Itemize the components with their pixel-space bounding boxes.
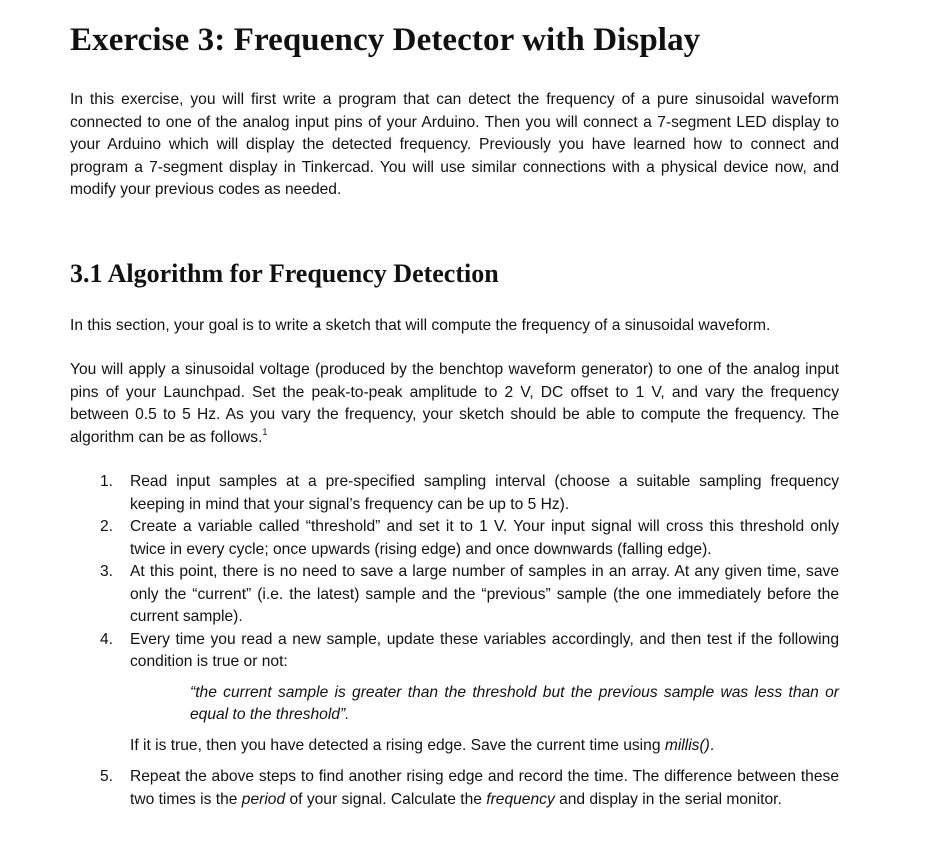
list-item xyxy=(100,561,839,629)
step-text: Every time you read a new sample, update these variables accordingly, and then test if the following condition is true or not: xyxy=(130,630,839,670)
step-text: At this point, there is no need to save a large number of samples in an array. At any given time, save only the “current” (i.e. the latest) sample and the “previous” sample (the one immediately before the current sample). xyxy=(130,563,839,625)
millis-function: millis() xyxy=(664,736,710,754)
list-item xyxy=(100,471,839,516)
list-item xyxy=(100,766,839,811)
goal-paragraph: In this section, your goal is to write a sketch that will compute the frequency of a sinusoidal waveform. xyxy=(70,317,771,334)
step-number: 4. xyxy=(100,630,114,648)
section-title: 3.1 Algorithm for Frequency Detection xyxy=(70,259,499,288)
footnote-marker[interactable]: 1 xyxy=(262,426,268,437)
step-number: 1. xyxy=(100,473,114,490)
step-number: 3. xyxy=(100,563,114,580)
algorithm-steps xyxy=(100,471,839,811)
step-number: 5. xyxy=(100,768,114,785)
step-text-part: of your signal. Calculate the xyxy=(285,790,487,808)
emphasis-frequency: frequency xyxy=(486,790,555,808)
list-item xyxy=(100,629,839,758)
emphasis-period: period xyxy=(241,790,286,808)
apply-text: You will apply a sinusoidal voltage (produced by the benchtop waveform generator) to one of the analog input pins of your Launchpad. Set the peak-to-peak amplitude to 2 V, DC offset to 1 V, and vary the frequency between 0.5 to 5 Hz. As you vary the frequency, your sketch should be able to compute the frequency. The algorithm can be as follows. xyxy=(70,361,839,446)
rising-edge-note xyxy=(130,735,839,758)
condition-quote: “the current sample is greater than the threshold but the previous sample was less than or equal to the threshold”. xyxy=(190,683,839,723)
list-item xyxy=(100,516,839,561)
step-text-part: Repeat the above steps to find another rising edge and record the time. The difference between these two times is the xyxy=(130,768,839,808)
step-text: Create a variable called “threshold” and set it to 1 V. Your input signal will cross this threshold only twice in every cycle; once upwards (rising edge) and once downwards (falling edge). xyxy=(130,518,839,558)
page-title: Exercise 3: Frequency Detector with Display xyxy=(70,22,701,58)
step-text xyxy=(130,768,839,808)
rising-edge-text: If it is true, then you have detected a rising edge. Save the current time using xyxy=(130,736,665,754)
step-text: Read input samples at a pre-specified sampling interval (choose a suitable sampling frequency keeping in mind that your signal’s frequency can be up to 5 Hz). xyxy=(130,473,839,513)
apply-paragraph xyxy=(70,359,839,449)
step-number: 2. xyxy=(100,518,114,535)
step-text-part: and display in the serial monitor. xyxy=(554,790,782,808)
intro-paragraph: In this exercise, you will first write a program that can detect the frequency of a pure sinusoidal waveform connected to one of the analog input pins of your Arduino. Then you will connect a 7-segment LED display to your Arduino which will display the detected frequency. Previously you have learned how to connect and program a 7-segment display in Tinkercad. You will use similar connections with a physical device now, and modify your previous codes as needed. xyxy=(70,91,839,198)
sentence-end: . xyxy=(709,736,715,754)
